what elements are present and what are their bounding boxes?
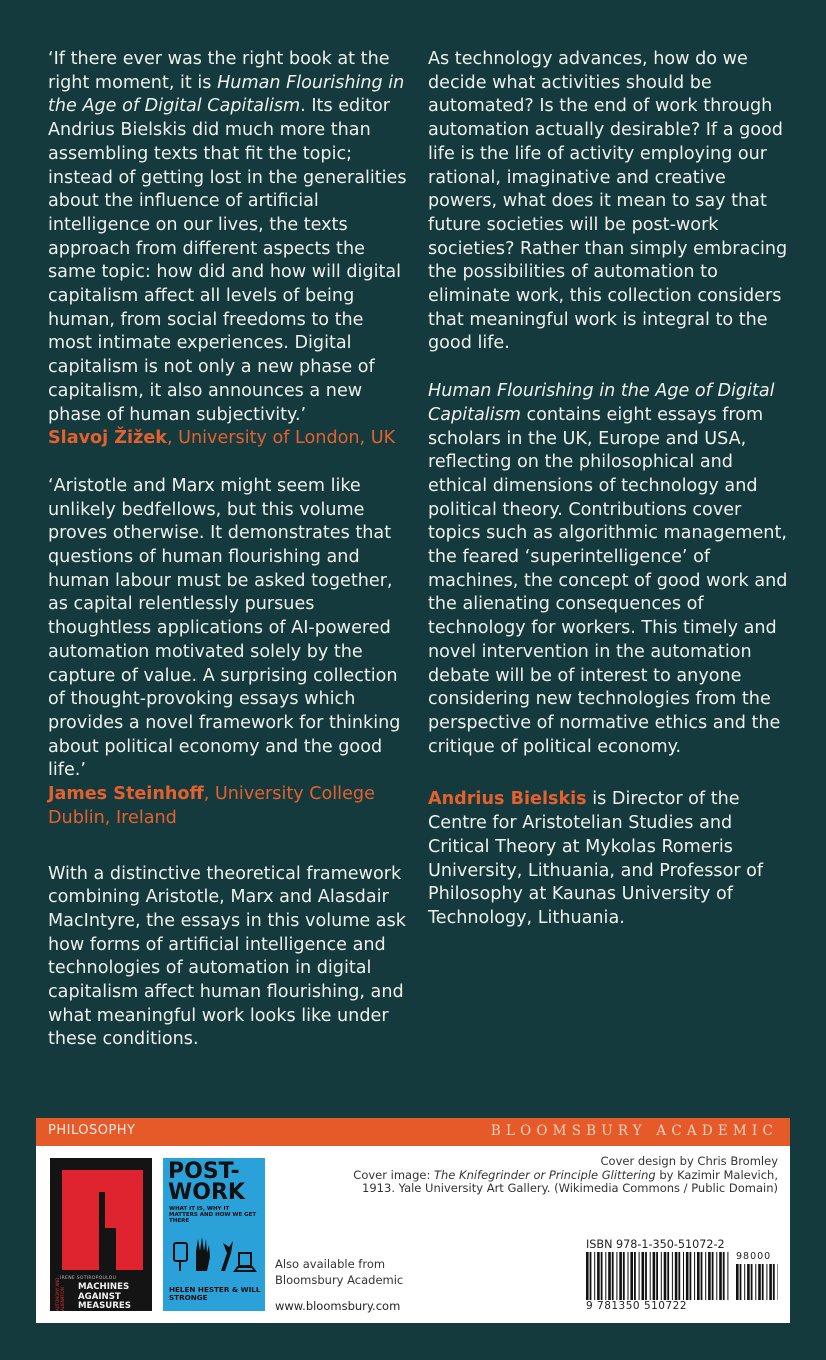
blurb-paragraph-1: As technology advances, how do we decide what activities should be automated? Is the end of work through automation actually desirable? If a good life is the life of activity employing our rational, imaginative and creative powers, what does it mean to say that future societies will be post-work societies? Rather than simply embracing the possibilities of automation to eliminate work, this collection considers that meaningful work is integral to the good life. (428, 49, 788, 354)
barcode-addon-number: 98000 (736, 1251, 772, 1262)
book-cover-post-work[interactable] (163, 1158, 265, 1311)
cover-design-credit: Cover design by Chris Bromley (600, 1154, 778, 1168)
category-label: PHILOSOPHY (48, 1123, 136, 1138)
right-column (428, 48, 788, 931)
book2-authors: HELEN HESTER & WILL STRONGE (169, 1285, 261, 1302)
cover-image-credit: Cover image: The Knifegrinder or Principle Glittering by Kazimir Malevich, 1913. Yale University Art Gallery. (Wikimedia Commons / Public Domain) (353, 1167, 778, 1196)
left-column (48, 48, 408, 1052)
book-cover-machines-against-measures[interactable] (50, 1158, 152, 1311)
publisher-name: BLOOMSBURY ACADEMIC (490, 1123, 778, 1139)
website-link[interactable]: www.bloomsbury.com (275, 1299, 401, 1313)
book2-subtitle: WHAT IT IS, WHY IT MATTERS AND HOW WE GET THERE (169, 1206, 257, 1225)
editor-bio: Andrius Bielskis is Director of the Centre for Aristotelian Studies and Critical Theory at Mykolas Romeris University, Lithuania, and Professor of Philosophy at Kaunas University of Technology, Lithuania. (428, 789, 764, 928)
blurb-paragraph-2: Human Flourishing in the Age of Digital Capitalism contains eight essays from scholars in the UK, Europe and USA, reflecting on the philosophical and ethical dimensions of technology and political theory. Contributions cover topics such as algorithmic management, the feared ‘superintelligence’ of machines, the concept of good work and the alienating consequences of technology for workers. This timely and novel intervention in the automation debate will be of interest to anyone considering new technologies from the perspective of normative ethics and the critique of political economy. (428, 381, 788, 757)
barcode-addon-icon (736, 1264, 778, 1300)
category-bar (36, 1118, 790, 1146)
cover-credits (328, 1155, 778, 1196)
barcode-digits: 9 781350 510722 (586, 1300, 688, 1312)
book2-title: POST-WORK (168, 1159, 245, 1205)
quote-steinhoff: ‘Aristotle and Marx might seem like unlikely bedfellows, but this volume proves otherwise. It demonstrates that questions of human flourishing and human labour must be asked together, as capital relentlessly pursues thoughtless applications of AI-powered automation motivated solely by the capture of value. A surprising collection of thought-provoking essays which provides a novel framework for thinking about political economy and the good life.’ (48, 475, 401, 781)
footer-panel (36, 1146, 790, 1323)
book1-side-text: AUTONOMY AND ALIENATION (55, 1277, 65, 1311)
attribution-steinhoff: James Steinhoff, University College Dublin, Ireland (48, 784, 375, 828)
book1-title: MACHINES AGAINST MEASURES (78, 1282, 131, 1311)
tools-icon (171, 1231, 257, 1279)
attribution-zizek: Slavoj Žižek, University of London, UK (48, 428, 396, 449)
isbn-label: ISBN 978-1-350-51072-2 (586, 1238, 725, 1251)
also-available-text: Also available from Bloomsbury Academic (275, 1257, 404, 1287)
quote-zizek: ‘If there ever was the right book at the right moment, it is Human Flourishing in the Age of Digital Capitalism. Its editor Andrius Bielskis did much more than assembling texts that fit the topic; instead of getting lost in the generalities about the influence of artificial intelligence on our lives, the texts approach from different aspects the same topic: how did and how will digital capitalism affect all levels of being human, from social freedoms to the most intimate experiences. Digital capitalism is not only a new phase of capitalism, it also announces a new phase of human subjectivity.’ (48, 49, 407, 425)
book1-author: IRENE SOTIROPOULOU (60, 1276, 117, 1281)
book-title-italic: Human Flourishing in the Age of Digital Capitalism (48, 72, 405, 117)
book-summary: With a distinctive theoretical framework combining Aristotle, Marx and Alasdair MacIntyre, the essays in this volume ask how forms of artificial intelligence and technologies of automation in digital capitalism affect human flourishing, and what meaningful work looks like under these conditions. (48, 863, 406, 1050)
barcode-main-icon (586, 1252, 730, 1300)
